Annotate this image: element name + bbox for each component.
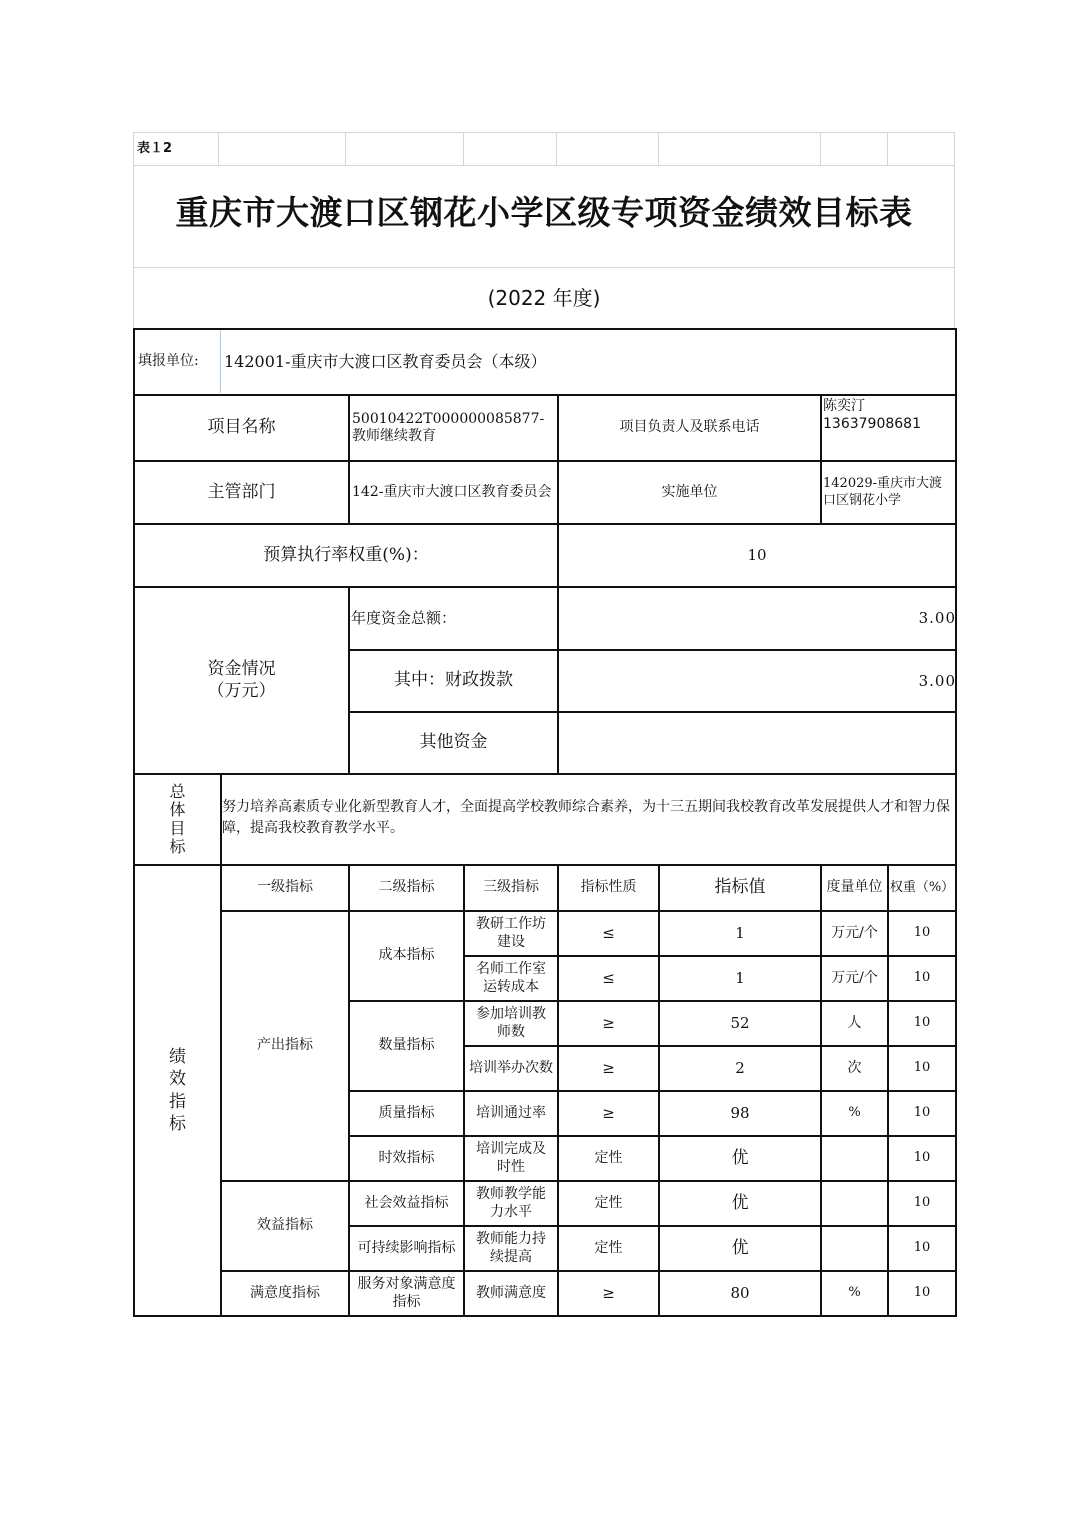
gridline xyxy=(556,132,557,165)
row-unit: 万元/个 xyxy=(831,924,878,941)
level2-social-benefit: 社会效益指标 xyxy=(364,1194,449,1211)
row-weight: 10 xyxy=(913,1150,931,1166)
row-unit xyxy=(822,1227,887,1270)
reporting-unit-value: 142001-重庆市大渡口区教育委员会（本级） xyxy=(224,352,547,371)
project-lead-contact xyxy=(823,396,955,460)
level2-quantity: 数量指标 xyxy=(378,1037,435,1054)
row-value: 98 xyxy=(730,1104,750,1123)
row-name: 培训通过率 xyxy=(476,1104,546,1121)
funds-fiscal-value: 3.00 xyxy=(918,671,956,690)
gridline xyxy=(820,132,821,165)
table-border-bottom xyxy=(133,1315,956,1317)
page-title: 重庆市大渡口区钢花小学区级专项资金绩效目标表 xyxy=(175,193,913,233)
budget-rate-value: 10 xyxy=(747,546,767,565)
level1-satisfaction: 满意度指标 xyxy=(250,1284,320,1301)
level1-output: 产出指标 xyxy=(257,1037,313,1054)
performance-indicators-label xyxy=(135,866,220,1315)
perf-label-char: 标 xyxy=(169,1113,186,1134)
row-unit: 人 xyxy=(847,1014,862,1031)
goal-label-char: 体 xyxy=(169,800,186,820)
header-level3: 三级指标 xyxy=(483,879,539,896)
gridline xyxy=(220,329,221,393)
table-number: 表１2 xyxy=(137,140,173,156)
funds-other-label: 其他资金 xyxy=(419,732,488,753)
funds-label xyxy=(135,588,348,773)
perf-label-char: 效 xyxy=(169,1069,186,1090)
level2-quality: 质量指标 xyxy=(378,1104,435,1121)
dept-label: 主管部门 xyxy=(207,481,276,502)
row-name: 参加培训教师数 xyxy=(476,1006,546,1040)
level2-service-satisfaction: 服务对象满意度指标 xyxy=(357,1276,456,1310)
funds-fiscal-label: 其中：财政拨款 xyxy=(394,670,513,691)
gridline xyxy=(658,132,659,165)
row-name: 教师教学能力水平 xyxy=(476,1186,546,1220)
funds-label-line2: （万元） xyxy=(207,680,276,701)
gridline xyxy=(218,132,219,165)
goal-label-char: 目 xyxy=(169,818,186,838)
row-nature: 定性 xyxy=(594,1194,623,1211)
level2-timeliness: 时效指标 xyxy=(378,1149,435,1166)
funds-label-line1: 资金情况 xyxy=(207,659,276,680)
gridline xyxy=(133,165,955,166)
row-name: 教师能力持续提高 xyxy=(476,1231,546,1265)
row-value: 优 xyxy=(731,1237,749,1258)
row-weight: 10 xyxy=(913,1105,931,1121)
funds-total-label: 年度资金总额： xyxy=(351,609,457,628)
overall-goal-label xyxy=(135,775,220,864)
goal-label-char: 总 xyxy=(169,781,186,801)
row-nature: ≥ xyxy=(602,1284,615,1303)
row-name: 培训举办次数 xyxy=(469,1059,553,1076)
level2-cost: 成本指标 xyxy=(378,947,435,964)
row-nature: ≥ xyxy=(602,1059,615,1078)
project-lead-label: 项目负责人及联系电话 xyxy=(619,419,760,436)
goal-label-char: 标 xyxy=(169,836,186,856)
row-weight: 10 xyxy=(913,1285,931,1301)
row-name: 培训完成及时性 xyxy=(476,1141,546,1175)
row-unit xyxy=(822,1182,887,1225)
header-value: 指标值 xyxy=(714,877,766,898)
row-value: 1 xyxy=(735,969,745,988)
gridline xyxy=(133,267,955,268)
level1-benefit: 效益指标 xyxy=(257,1217,313,1234)
row-value: 优 xyxy=(731,1147,749,1168)
gridline xyxy=(887,132,888,165)
row-name: 教研工作坊建设 xyxy=(476,916,546,950)
row-name: 教师满意度 xyxy=(476,1284,546,1301)
row-nature: 定性 xyxy=(594,1149,623,1166)
row-value: 1 xyxy=(735,924,745,943)
funds-other-value xyxy=(559,713,956,773)
level2-sustainability: 可持续影响指标 xyxy=(357,1239,456,1256)
row-unit xyxy=(822,1137,887,1180)
table-line xyxy=(820,394,822,525)
perf-label-char: 绩 xyxy=(169,1047,186,1068)
header-level1: 一级指标 xyxy=(257,879,313,896)
table-border-right xyxy=(955,328,957,1317)
row-weight: 10 xyxy=(913,970,931,986)
row-value: 52 xyxy=(730,1014,750,1033)
row-nature: ≤ xyxy=(602,924,615,943)
budget-rate-label: 预算执行率权重(%)： xyxy=(263,544,429,565)
header-unit: 度量单位 xyxy=(826,879,883,896)
row-nature: ≤ xyxy=(602,969,615,988)
row-nature: 定性 xyxy=(594,1239,623,1256)
row-weight: 10 xyxy=(913,1240,931,1256)
row-unit: 次 xyxy=(847,1059,862,1076)
perf-label-char: 指 xyxy=(169,1091,186,1112)
row-nature: ≥ xyxy=(602,1014,615,1033)
impl-unit-value: 142029-重庆市大渡口区钢花小学 xyxy=(823,476,943,508)
overall-goal-text: 努力培养高素质专业化新型教育人才，全面提高学校教师综合素养，为十三五期间我校教育改革发展提供人才和智力保障，提高我校教育教学水平。 xyxy=(222,799,950,836)
row-value: 80 xyxy=(730,1284,750,1303)
header-level2: 二级指标 xyxy=(378,879,435,896)
reporting-unit-label: 填报单位: xyxy=(138,353,199,370)
row-nature: ≥ xyxy=(602,1104,615,1123)
gridline xyxy=(345,132,346,165)
row-weight: 10 xyxy=(913,925,931,941)
row-unit: % xyxy=(848,1285,861,1301)
report-year: (2022 年度) xyxy=(487,285,601,310)
project-name-value: 50010422T000000085877-教师继续教育 xyxy=(352,410,545,444)
row-value: 优 xyxy=(731,1192,749,1213)
dept-value: 142-重庆市大渡口区教育委员会 xyxy=(352,483,552,500)
gridline xyxy=(133,132,955,133)
row-value: 2 xyxy=(735,1059,745,1078)
project-name-label: 项目名称 xyxy=(207,417,276,438)
row-weight: 10 xyxy=(913,1015,931,1031)
funds-total-value: 3.00 xyxy=(918,609,956,628)
impl-unit-label: 实施单位 xyxy=(661,483,718,500)
header-weight: 权重（%） xyxy=(889,879,955,895)
row-weight: 10 xyxy=(913,1060,931,1076)
row-unit: 万元/个 xyxy=(831,969,878,986)
header-nature: 指标性质 xyxy=(580,879,637,896)
gridline xyxy=(463,132,464,165)
row-unit: % xyxy=(848,1105,861,1121)
project-lead-name: 陈奕汀 xyxy=(823,398,865,414)
project-lead-phone: 13637908681 xyxy=(823,415,921,432)
row-weight: 10 xyxy=(913,1195,931,1211)
row-name: 名师工作室运转成本 xyxy=(476,961,546,995)
